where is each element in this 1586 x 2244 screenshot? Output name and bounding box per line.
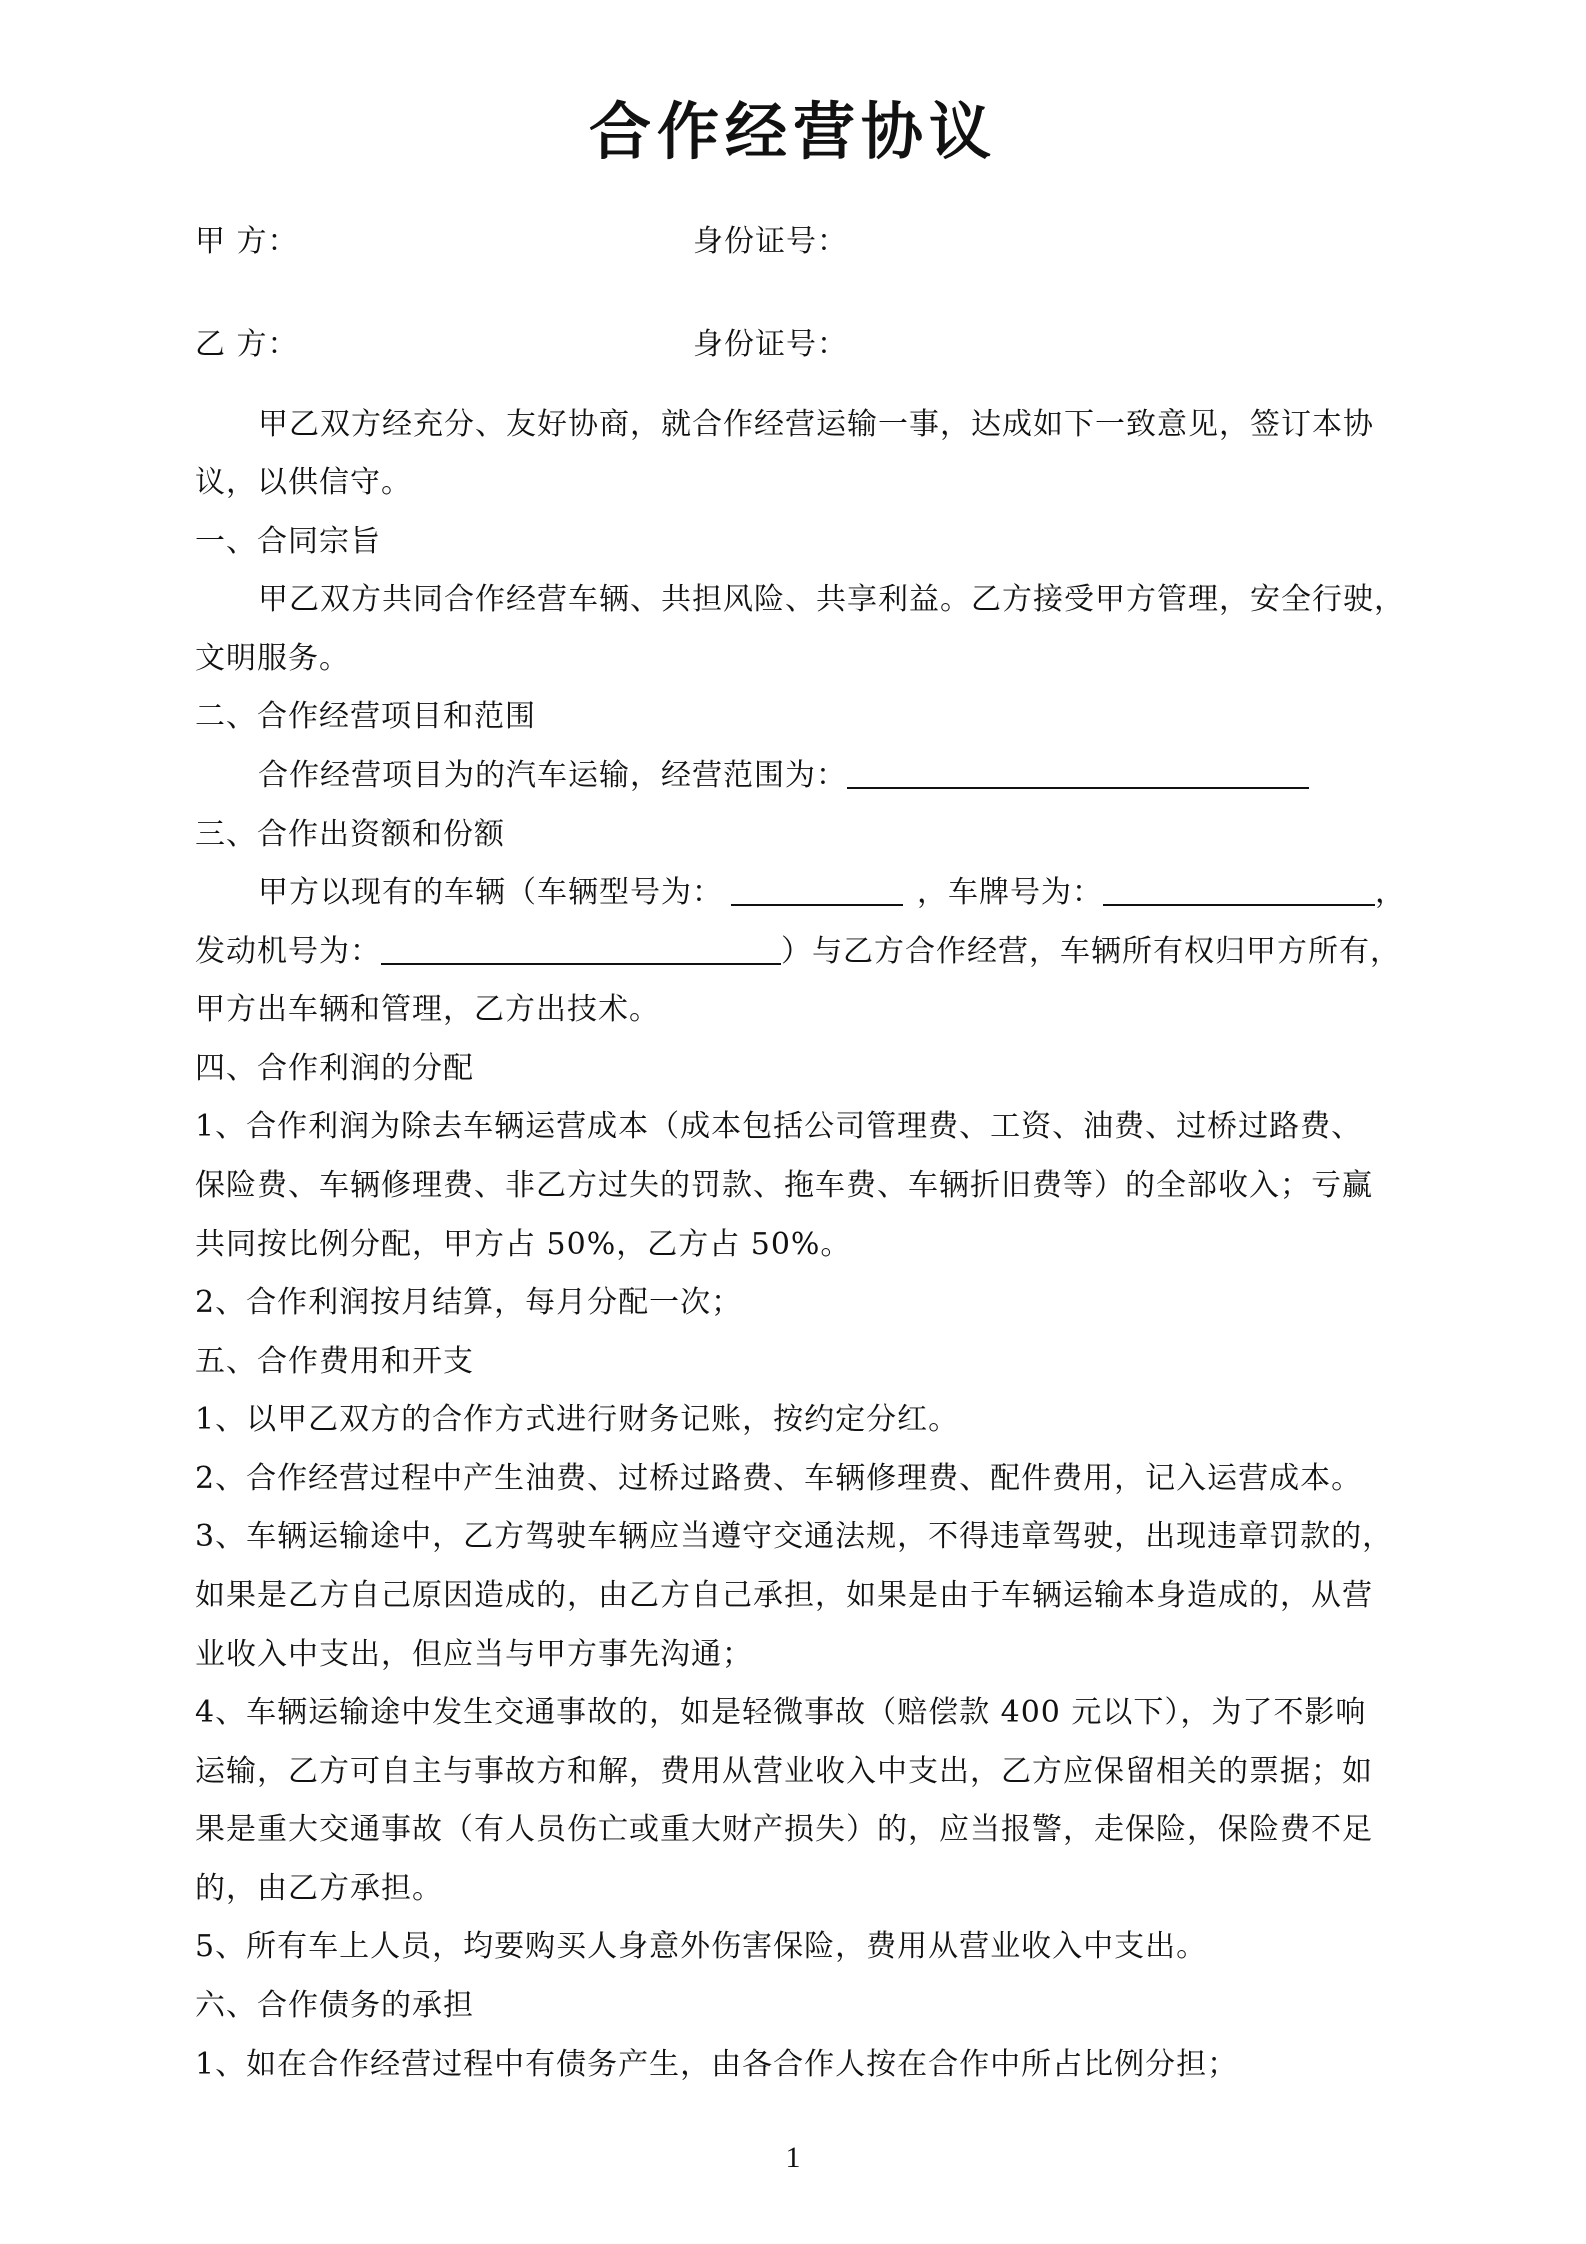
paragraph-line: 2、合作利润按月结算，每月分配一次； — [195, 1285, 743, 1320]
section-heading: 一、合同宗旨 — [195, 524, 381, 559]
scope-text: 合作经营项目为的汽车运输，经营范围为： — [258, 758, 847, 793]
intro-line: 甲乙双方经充分、友好协商，就合作经营运输一事，达成如下一致意见，签订本协 — [258, 407, 1374, 442]
paragraph-line: 业收入中支出，但应当与甲方事先沟通； — [195, 1637, 753, 1672]
paragraph-line: 果是重大交通事故（有人员伤亡或重大财产损失）的，应当报警，走保险，保险费不足 — [195, 1812, 1373, 1847]
plate-label: ，车牌号为： — [917, 875, 1103, 910]
section-heading: 四、合作利润的分配 — [195, 1051, 474, 1086]
page-number: 1 — [785, 2141, 801, 2174]
comma: ， — [1375, 875, 1406, 910]
paragraph-line — [258, 756, 1405, 796]
paragraph-line: 3、车辆运输途中，乙方驾驶车辆应当遵守交通法规，不得违章驾驶，出现违章罚款的， — [195, 1519, 1394, 1554]
paragraph-line: 保险费、车辆修理费、非乙方过失的罚款、拖车费、车辆折旧费等）的全部收入；亏赢 — [195, 1168, 1373, 1203]
scope-blank — [847, 757, 1309, 789]
paragraph-line: 的，由乙方承担。 — [195, 1871, 443, 1906]
party-a-label: 甲 方： — [195, 224, 299, 259]
paragraph-line: 4、车辆运输途中发生交通事故的，如是轻微事故（赔偿款 400 元以下），为了不影响 — [195, 1695, 1367, 1730]
paragraph-line: 1、合作利润为除去车辆运营成本（成本包括公司管理费、工资、油费、过桥过路费、 — [195, 1109, 1363, 1144]
section-heading: 二、合作经营项目和范围 — [195, 699, 536, 734]
paragraph-line: 文明服务。 — [195, 641, 350, 676]
paragraph-line: 甲乙双方共同合作经营车辆、共担风险、共享利益。乙方接受甲方管理，安全行驶， — [258, 582, 1405, 617]
section-heading: 五、合作费用和开支 — [195, 1344, 474, 1379]
vehicle-model-label: 甲方以现有的车辆（车辆型号为： — [258, 875, 723, 910]
party-b-id-label: 身份证号： — [693, 327, 848, 362]
intro-line: 议，以供信守。 — [195, 465, 412, 500]
engine-number-blank — [381, 933, 781, 965]
paragraph-line: 如果是乙方自己原因造成的，由乙方自己承担，如果是由于车辆运输本身造成的，从营 — [195, 1578, 1373, 1613]
paragraph-line: 共同按比例分配，甲方占 50%，乙方占 50%。 — [195, 1227, 852, 1262]
document-title: 合作经营协议 — [588, 95, 997, 168]
paragraph-line: 1、以甲乙双方的合作方式进行财务记账，按约定分红。 — [195, 1402, 960, 1437]
plate-blank — [1103, 874, 1375, 906]
ownership-text: ）与乙方合作经营，车辆所有权归甲方所有， — [781, 934, 1401, 969]
section-heading: 三、合作出资额和份额 — [195, 817, 505, 852]
party-b-label: 乙 方： — [195, 327, 299, 362]
party-a-id-label: 身份证号： — [693, 224, 848, 259]
paragraph-line: 甲方出车辆和管理，乙方出技术。 — [195, 992, 660, 1027]
paragraph-line: 运输，乙方可自主与事故方和解，费用从营业收入中支出，乙方应保留相关的票据；如 — [195, 1754, 1373, 1789]
paragraph-line — [195, 932, 1405, 972]
paragraph-line: 1、如在合作经营过程中有债务产生，由各合作人按在合作中所占比例分担； — [195, 2047, 1239, 2082]
paragraph-line: 2、合作经营过程中产生油费、过桥过路费、车辆修理费、配件费用，记入运营成本。 — [195, 1461, 1363, 1496]
vehicle-model-blank — [731, 874, 903, 906]
paragraph-line — [258, 873, 1405, 913]
section-heading: 六、合作债务的承担 — [195, 1988, 474, 2023]
engine-number-label: 发动机号为： — [195, 934, 381, 969]
paragraph-line: 5、所有车上人员，均要购买人身意外伤害保险，费用从营业收入中支出。 — [195, 1929, 1208, 1964]
